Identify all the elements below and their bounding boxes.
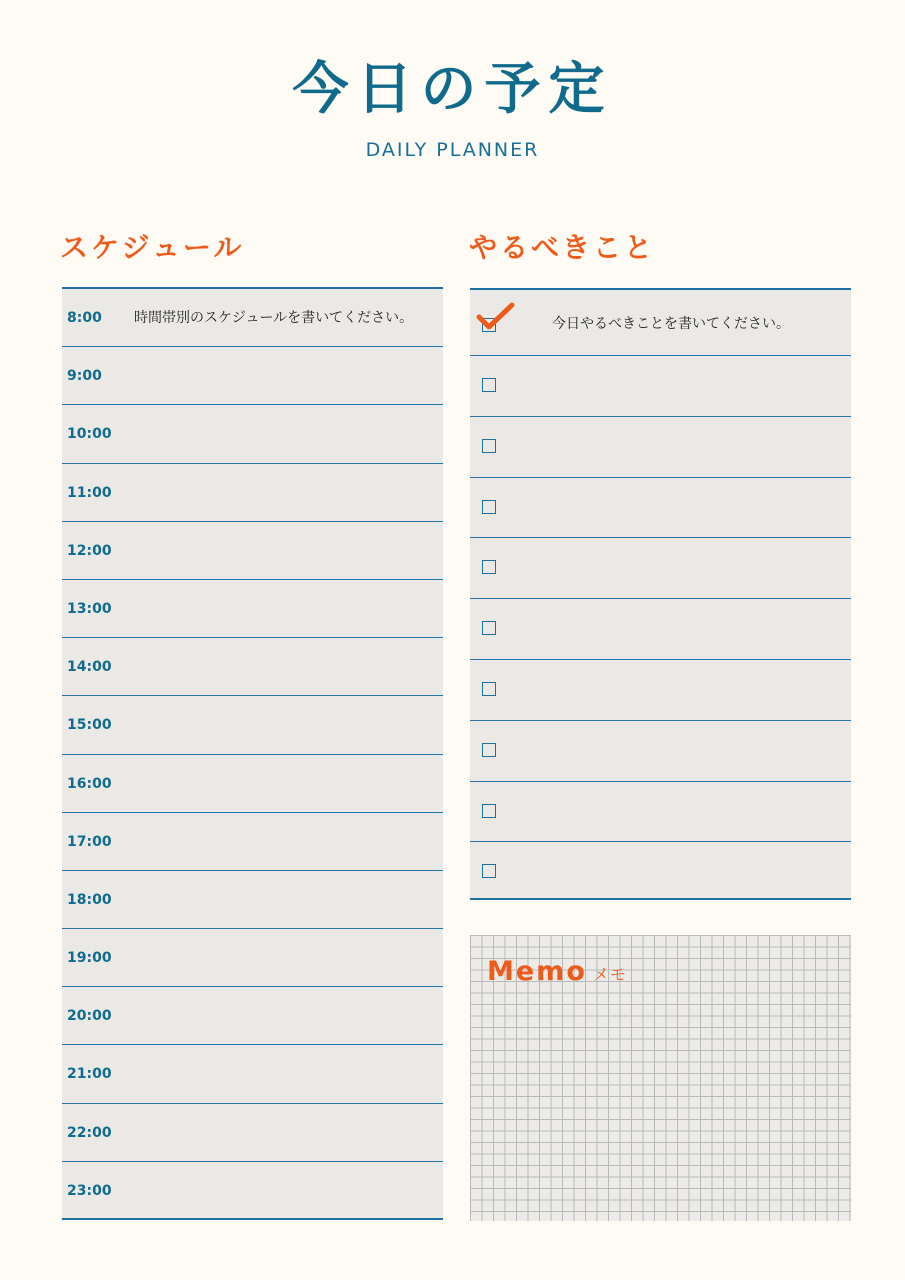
todo-checkbox[interactable] xyxy=(482,864,496,878)
schedule-time: 22:00 xyxy=(67,1124,112,1141)
schedule-row[interactable] xyxy=(62,755,443,813)
todo-checkbox[interactable] xyxy=(482,804,496,818)
schedule-time: 18:00 xyxy=(67,891,112,908)
schedule-row[interactable] xyxy=(62,289,443,347)
todo-checkbox[interactable] xyxy=(482,378,496,392)
memo-area[interactable] xyxy=(470,935,851,1221)
schedule-row[interactable] xyxy=(62,813,443,871)
schedule-row[interactable] xyxy=(62,580,443,638)
todo-item xyxy=(470,660,851,721)
todo-item xyxy=(470,417,851,478)
schedule-time: 23:00 xyxy=(67,1182,112,1199)
schedule-time: 16:00 xyxy=(67,775,112,792)
schedule-row[interactable] xyxy=(62,696,443,754)
schedule-row[interactable] xyxy=(62,929,443,987)
schedule-time: 21:00 xyxy=(67,1066,112,1083)
schedule-time: 9:00 xyxy=(67,368,102,385)
page-title: 今日の予定 xyxy=(292,57,613,122)
todo-item xyxy=(470,721,851,782)
memo-title xyxy=(487,956,627,991)
todo-item xyxy=(470,599,851,660)
schedule-heading: スケジュール xyxy=(60,231,245,264)
schedule-row[interactable] xyxy=(62,638,443,696)
schedule-row[interactable] xyxy=(62,522,443,580)
todo-checkbox[interactable] xyxy=(482,500,496,514)
todo-checkbox[interactable] xyxy=(482,621,496,635)
schedule-row[interactable] xyxy=(62,1045,443,1103)
schedule-time: 12:00 xyxy=(67,542,112,559)
schedule-row[interactable] xyxy=(62,871,443,929)
todo-checkbox[interactable] xyxy=(482,682,496,696)
schedule-row[interactable] xyxy=(62,347,443,405)
memo-title-text: Memo xyxy=(487,956,587,987)
schedule-row[interactable] xyxy=(62,1104,443,1162)
page-subtitle: DAILY PLANNER xyxy=(365,139,540,161)
schedule-time: 11:00 xyxy=(67,484,112,501)
schedule-time: 13:00 xyxy=(67,600,112,617)
todo-checkbox[interactable] xyxy=(482,439,496,453)
todo-item xyxy=(470,478,851,539)
todo-item xyxy=(470,356,851,417)
checkmark-icon xyxy=(476,300,516,334)
schedule-table xyxy=(62,287,443,1220)
todo-list xyxy=(470,288,851,900)
schedule-time: 14:00 xyxy=(67,659,112,676)
schedule-row[interactable] xyxy=(62,405,443,463)
schedule-time: 20:00 xyxy=(67,1008,112,1025)
todo-text[interactable]: 今日やるべきことを書いてください。 xyxy=(552,316,790,332)
schedule-time: 19:00 xyxy=(67,950,112,967)
schedule-time: 10:00 xyxy=(67,426,112,443)
todo-item xyxy=(470,538,851,599)
schedule-row[interactable] xyxy=(62,464,443,522)
todo-checkbox[interactable] xyxy=(482,743,496,757)
todo-item xyxy=(470,782,851,843)
schedule-row[interactable] xyxy=(62,1162,443,1220)
schedule-time: 17:00 xyxy=(67,833,112,850)
schedule-time: 15:00 xyxy=(67,717,112,734)
memo-subtitle: メモ xyxy=(592,965,627,984)
todo-item xyxy=(470,290,851,356)
schedule-row[interactable] xyxy=(62,987,443,1045)
todo-heading: やるべきこと xyxy=(469,231,656,264)
todo-item xyxy=(470,842,851,903)
schedule-note[interactable]: 時間帯別のスケジュールを書いてください。 xyxy=(134,310,414,326)
schedule-time: 8:00 xyxy=(67,310,102,326)
todo-checkbox[interactable] xyxy=(482,560,496,574)
